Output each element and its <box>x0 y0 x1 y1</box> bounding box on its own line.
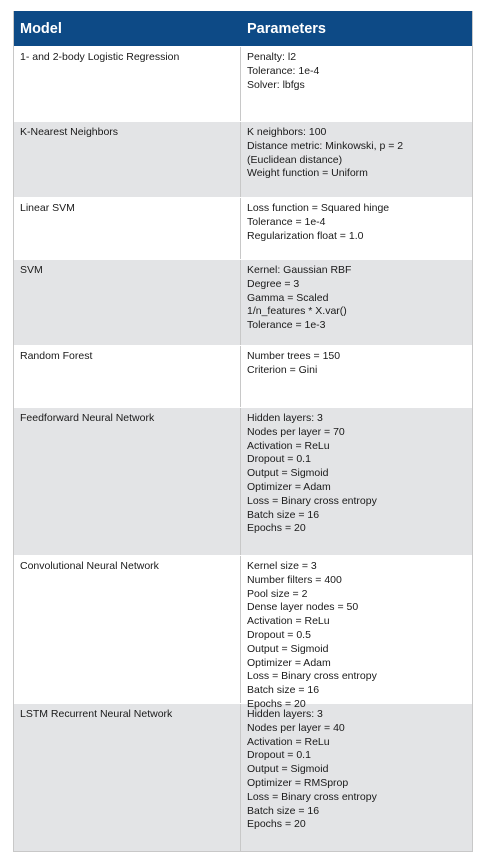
model-parameters <box>241 556 472 710</box>
model-name: K-Nearest Neighbors <box>14 122 241 197</box>
parameter: Criterion = Gini <box>247 363 318 376</box>
parameters-column-header: Parameters <box>247 20 326 37</box>
parameter: Distance metric: Minkowski, p = 2 <box>247 139 404 152</box>
model-name: LSTM Recurrent Neural Network <box>14 704 241 851</box>
parameter: Batch size = 16 <box>247 508 320 521</box>
parameter: Number filters = 400 <box>247 573 342 586</box>
parameter: Optimizer = Adam <box>247 656 331 669</box>
model-name: Linear SVM <box>14 198 241 259</box>
parameter: Batch size = 16 <box>247 804 320 817</box>
model-name: Feedforward Neural Network <box>14 408 241 555</box>
parameter: K neighbors: 100 <box>247 126 327 138</box>
parameter: Nodes per layer = 70 <box>247 425 345 438</box>
parameter: Activation = ReLu <box>247 735 330 748</box>
parameter: Kernel size = 3 <box>247 560 317 572</box>
parameter: Activation = ReLu <box>247 439 330 452</box>
model-column-header: Model <box>20 20 62 37</box>
parameter: Dense layer nodes = 50 <box>247 601 359 614</box>
table-header <box>14 11 472 46</box>
parameter: Epochs = 20 <box>247 697 306 710</box>
parameter: Weight function = Uniform <box>247 167 368 180</box>
model-name: Convolutional Neural Network <box>14 556 241 703</box>
model-parameters <box>241 47 472 121</box>
parameter: Epochs = 20 <box>247 818 306 831</box>
parameter: Loss = Binary cross entropy <box>247 790 377 803</box>
table-row <box>14 703 472 851</box>
parameter: Optimizer = Adam <box>247 480 331 493</box>
parameter: Loss function = Squared hinge <box>247 202 390 214</box>
parameter: Dropout = 0.1 <box>247 749 311 762</box>
parameter: Penalty: l2 <box>247 51 297 63</box>
parameter: Output = Sigmoid <box>247 642 329 655</box>
parameter: Dropout = 0.5 <box>247 628 311 641</box>
model-name: 1- and 2-body Logistic Regression <box>14 47 241 121</box>
table-row <box>14 46 472 121</box>
model-parameters-table <box>13 11 473 852</box>
parameter: Loss = Binary cross entropy <box>247 670 377 683</box>
model-name: Random Forest <box>14 346 241 407</box>
parameter: Pool size = 2 <box>247 587 308 600</box>
parameter: Tolerance: 1e-4 <box>247 64 320 77</box>
parameter: Dropout = 0.1 <box>247 453 311 466</box>
parameter: Loss = Binary cross entropy <box>247 494 377 507</box>
table-row <box>14 345 472 407</box>
parameter: Hidden layers: 3 <box>247 412 323 424</box>
parameter: 1/n_features * X.var() <box>247 305 347 318</box>
model-parameters <box>241 408 472 555</box>
model-parameters <box>241 122 472 197</box>
model-parameters <box>241 704 472 851</box>
parameter: Tolerance = 1e-3 <box>247 319 326 332</box>
parameter: Number trees = 150 <box>247 350 341 362</box>
model-parameters <box>241 260 472 345</box>
table-row <box>14 197 472 259</box>
model-parameters <box>241 198 472 259</box>
parameter: Epochs = 20 <box>247 522 306 535</box>
parameter: Gamma = Scaled <box>247 291 329 304</box>
parameter: Nodes per layer = 40 <box>247 721 345 734</box>
parameter: Solver: lbfgs <box>247 78 305 91</box>
table-row <box>14 259 472 345</box>
parameter: Regularization float = 1.0 <box>247 229 364 242</box>
parameter: Output = Sigmoid <box>247 763 329 776</box>
model-name: SVM <box>14 260 241 345</box>
parameter: Degree = 3 <box>247 277 300 290</box>
parameter: Kernel: Gaussian RBF <box>247 264 352 276</box>
parameter: Batch size = 16 <box>247 684 320 697</box>
parameter: Optimizer = RMSprop <box>247 776 349 789</box>
parameter: Tolerance = 1e-4 <box>247 215 326 228</box>
parameter: (Euclidean distance) <box>247 153 343 166</box>
parameter: Hidden layers: 3 <box>247 708 323 720</box>
table-row <box>14 121 472 197</box>
table-row <box>14 555 472 710</box>
table-row <box>14 407 472 555</box>
parameter: Activation = ReLu <box>247 615 330 628</box>
parameter: Output = Sigmoid <box>247 467 329 480</box>
model-parameters <box>241 346 472 407</box>
